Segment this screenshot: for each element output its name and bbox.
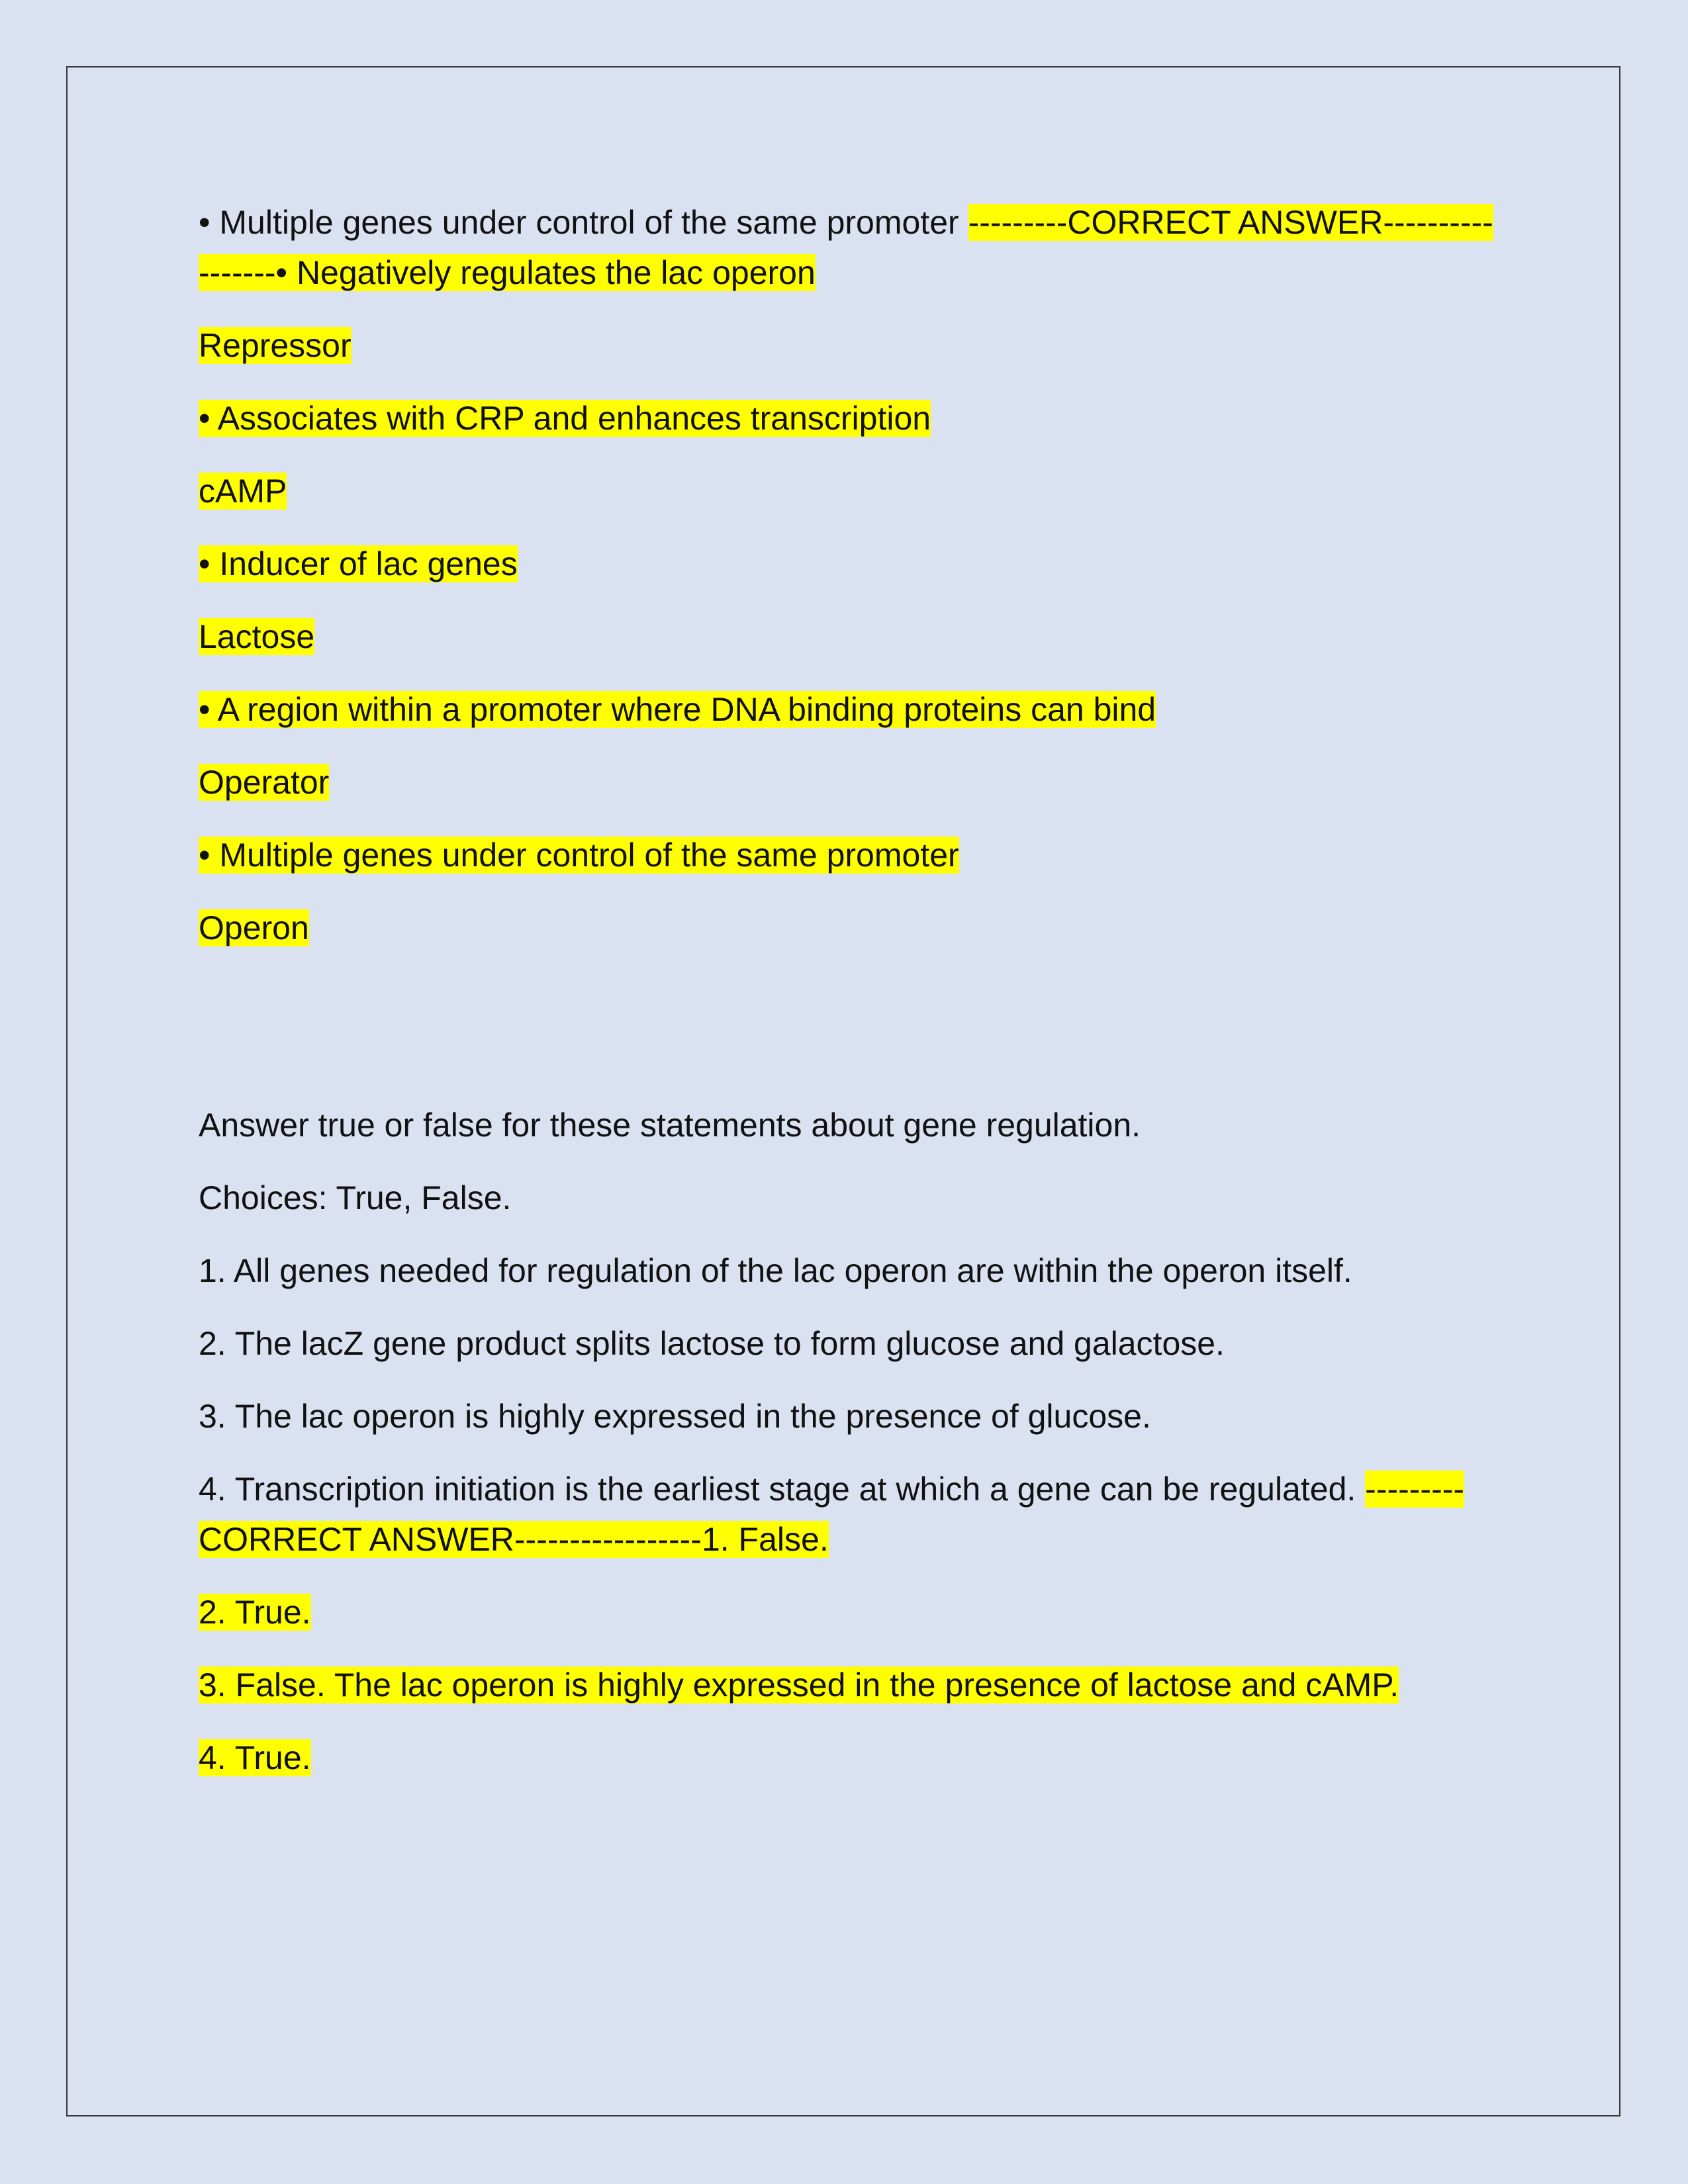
section-spacer [199, 976, 1496, 1100]
q2-correct-answer: ---------CORRECT ANSWER-----------------1. False. [199, 1471, 1465, 1558]
q1-question-paragraph [199, 197, 1496, 298]
q2-choices: Choices: True, False. [199, 1179, 512, 1216]
document-body [199, 197, 1496, 1805]
q1-answer-item: Lactose [199, 618, 315, 655]
q1-answer-item: Operator [199, 764, 330, 801]
q2-statement: 2. The lacZ gene product splits lactose to form glucose and galactose. [199, 1325, 1225, 1362]
q1-answer-item: Operon [199, 909, 309, 946]
q1-answer-item: • A region within a promoter where DNA binding proteins can bind [199, 691, 1156, 728]
q1-answer-item: • Associates with CRP and enhances transcription [199, 400, 931, 437]
q2-statement-4: 4. Transcription initiation is the earliest stage at which a gene can be regulated. [199, 1471, 1366, 1508]
q1-answer-item: Repressor [199, 327, 352, 364]
q1-answer-item: cAMP [199, 473, 287, 510]
q2-statement: 3. The lac operon is highly expressed in the presence of glucose. [199, 1398, 1151, 1435]
q2-prompt: Answer true or false for these statements about gene regulation. [199, 1107, 1141, 1144]
q2-answer-item: 2. True. [199, 1594, 311, 1631]
q2-statement-4-paragraph [199, 1464, 1496, 1565]
q2-answer-item: 4. True. [199, 1739, 311, 1776]
q2-answer-item: 3. False. The lac operon is highly expressed in the presence of lactose and cAMP. [199, 1666, 1399, 1704]
q1-answer-item: • Multiple genes under control of the same promoter [199, 837, 959, 874]
q1-answer-item: • Inducer of lac genes [199, 545, 518, 582]
q1-question-text: • Multiple genes under control of the same promoter [199, 204, 968, 241]
q1-correct-answer: ---------CORRECT ANSWER-----------------• Negatively regulates the lac operon [199, 204, 1493, 291]
q2-statement: 1. All genes needed for regulation of the lac operon are within the operon itself. [199, 1252, 1352, 1289]
